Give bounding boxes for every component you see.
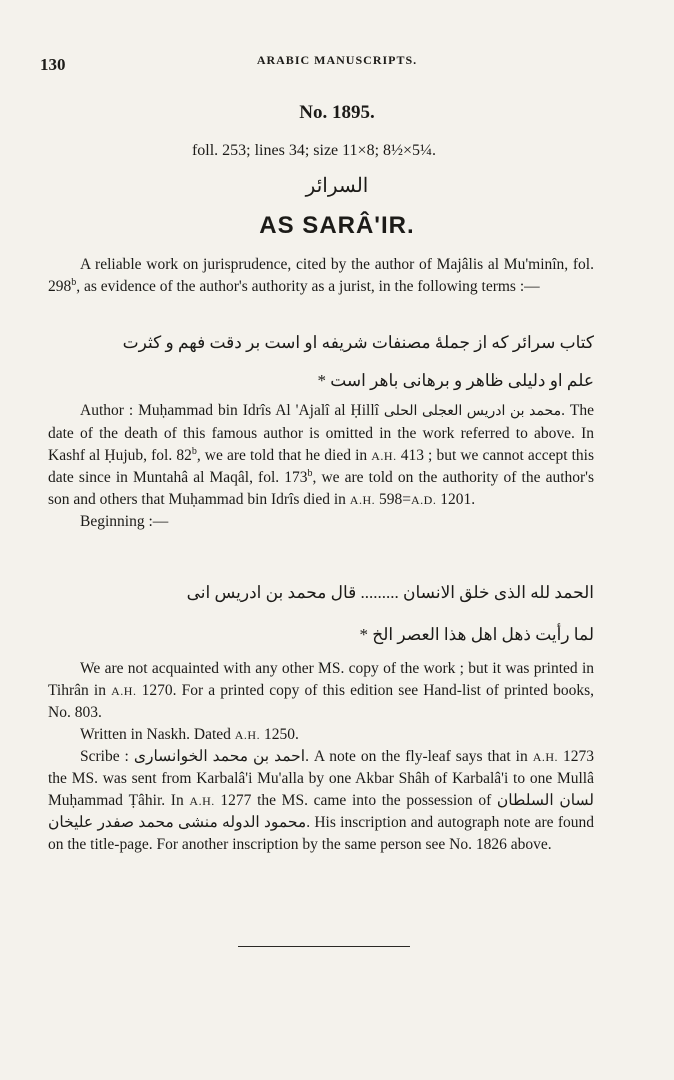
scribe-label: Scribe :: [80, 748, 129, 765]
scribe-text-c: 1277 the MS. came into the possession of: [220, 792, 492, 809]
era-abbreviation: A.H.: [111, 684, 137, 698]
author-name-arabic: محمد بن ادریس العجلی الحلی: [383, 404, 562, 419]
author-text-d: , we are told on the authority of the author's son and others that Muḥammad bin Idrîs died in: [48, 469, 594, 508]
page-number: 130: [40, 55, 66, 74]
scribe-text-d: . His inscription and autograph note are found on the title-page. For another inscription by the same person see No. 1826 above.: [48, 814, 594, 853]
author-text-c: 413 ; but we cannot accept this date since in Muntahâ al Maqâl, fol. 173: [48, 447, 595, 486]
print-text-a: We are not acquainted with any other MS. copy of the work ; but it was printed in Tihrân in: [48, 660, 594, 699]
scribe-name-arabic: احمد بن محمد الخوانساری: [133, 748, 306, 765]
era-abbreviation: A.H.: [349, 493, 376, 507]
quotation-line-2: علم او دلیلی ظاهر و برهانی باهر است *: [317, 371, 594, 390]
author-text-f: 1201.: [440, 491, 476, 508]
written-text-a: Written in Naskh. Dated: [80, 726, 231, 743]
author-text-a: . The date of the death of this famous author is omitted in the work referred to above. In Kashf al Ḥujub, fol. 82: [48, 402, 595, 464]
arabic-title: السرائر: [305, 175, 369, 197]
era-abbreviation: A.H.: [371, 449, 397, 463]
beginning-label: Beginning :—: [80, 513, 169, 530]
era-abbreviation: A.H.: [189, 794, 215, 808]
era-abbreviation: A.H.: [234, 728, 261, 742]
scribe-text-a: . A note on the fly-leaf says that in: [305, 748, 528, 765]
folio-superscript: b: [191, 445, 197, 457]
notes-paragraph: [48, 658, 594, 856]
intro-paragraph: [48, 254, 594, 298]
intro-text-a: A reliable work on jurisprudence, cited by the author of Majâlis al Mu'minîn, fol. 298: [48, 256, 594, 295]
author-text-b: , we are told that he died in: [196, 447, 368, 464]
author-name-latin: Muḥammad bin Idrîs Al 'Ajalî al Ḥillî: [138, 402, 379, 419]
folio-superscript: b: [71, 276, 77, 288]
beginning-line-1: الحمد لله الذی خلق الانسان ......... قال محمد بن ادریس انی: [186, 583, 594, 602]
entry-title: AS SARÂ'IR.: [259, 212, 415, 239]
owner-name-arabic: لسان السلطان محمود الدوله منشی محمد صفدر علیخان: [48, 792, 595, 831]
manuscript-description: foll. 253; lines 34; size 11×8; 8½×5¼.: [191, 142, 437, 159]
author-label: Author :: [80, 402, 134, 419]
catalogue-number: No. 1895.: [299, 102, 375, 123]
written-text-b: 1250.: [263, 726, 299, 743]
section-divider: [238, 946, 410, 947]
running-title: ARABIC MANUSCRIPTS.: [256, 53, 418, 67]
beginning-line-2: لما رأیت ذهل اهل هذا العصر الخ *: [359, 625, 594, 644]
intro-text-b: , as evidence of the author's authority as a jurist, in the following terms :—: [76, 278, 540, 295]
folio-superscript: b: [307, 467, 313, 479]
scribe-text-b: 1273 the MS. was sent from Karbalâ'i Mu'alla by one Akbar Shâh of Karbalâ'i to one Mullâ Muḥammad Ṭâhir. In: [48, 748, 595, 809]
era-abbreviation: A.H.: [532, 750, 559, 764]
era-abbreviation: A.D.: [411, 493, 437, 507]
quotation-line-1: کتاب سرائر که از جملۀ مصنفات شریفه او است بر دقت فهم و کثرت: [122, 333, 594, 352]
author-paragraph: [48, 400, 594, 533]
author-text-e: 598=: [379, 491, 411, 508]
print-text-b: 1270. For a printed copy of this edition see Hand-list of printed books, No. 803.: [48, 682, 595, 721]
